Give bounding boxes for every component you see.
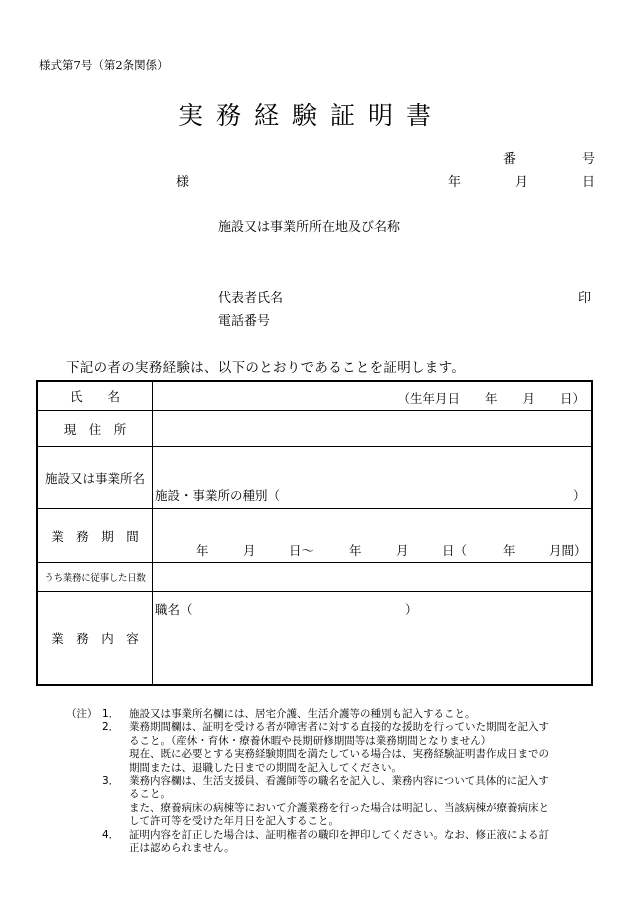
number-label-ban: 番 xyxy=(503,152,517,167)
phone-number-label: 電話番号 xyxy=(218,314,271,329)
addressee-suffix: 様 xyxy=(176,175,190,190)
table-row xyxy=(37,381,592,411)
period-start-month: 月 xyxy=(243,543,256,558)
birth-date-text: （生年月日 年 月 日） xyxy=(397,391,585,406)
notes-heading: （注） xyxy=(66,708,98,720)
certification-intro: 下記の者の実務経験は、以下のとおりであることを証明します。 xyxy=(66,360,466,376)
period-end-day: 日（ xyxy=(442,543,468,558)
certificate-table xyxy=(36,380,593,686)
period-end-year: 年 xyxy=(349,543,362,558)
note-item xyxy=(66,721,586,775)
note-number: 2． xyxy=(102,721,120,734)
facility-type-label: 施設・事業所の種別（ xyxy=(155,488,281,503)
period-start-year: 年 xyxy=(196,543,209,558)
document-title: 実務経験証明書 xyxy=(178,101,445,130)
facility-type-close: ） xyxy=(573,488,586,503)
days-value-cell[interactable] xyxy=(153,563,593,592)
note-item xyxy=(66,829,586,856)
days-worked-label: うち業務に従事した日数 xyxy=(44,573,146,584)
note-line: して許可等を受けた年月日を記入すること。 xyxy=(129,815,339,828)
note-line: 業務期間欄は、証明を受ける者が障害者に対する直接的な援助を行っていた期間を記入す xyxy=(129,721,549,734)
period-start-day: 日〜 xyxy=(289,543,315,558)
note-line: 正は認められません。 xyxy=(129,842,235,855)
address-value-cell[interactable] xyxy=(153,411,593,447)
note-number: 3． xyxy=(102,775,120,788)
address-label-cell xyxy=(37,411,153,447)
note-number: 4． xyxy=(102,828,120,841)
name-label-cell xyxy=(37,381,153,411)
note-number: 1． xyxy=(102,708,120,720)
note-line: 施設又は事業所名欄には、居宅介護、生活介護等の種別も記入すること。 xyxy=(129,708,476,720)
facility-label-cell xyxy=(37,447,153,509)
note-line: 証明内容を訂正した場合は、証明権者の職印を押印してください。なお、修正液による訂 xyxy=(129,828,549,841)
note-line: 業務内容欄は、生活支援員、看護師等の職名を記入し、業務内容について具体的に記入す xyxy=(129,775,549,788)
period-value-cell[interactable] xyxy=(153,509,593,563)
name-value-cell[interactable] xyxy=(153,381,593,411)
table-row xyxy=(37,592,592,686)
note-line: また、療養病床の病棟等において介護業務を行った場合は明記し、当該病棟が療養病床と xyxy=(129,801,549,814)
period-label: 業 務 期 間 xyxy=(51,528,139,544)
period-total-year: 年 xyxy=(503,543,516,558)
note-item xyxy=(66,708,586,721)
table-row xyxy=(37,563,592,592)
seal-label: 印 xyxy=(578,291,592,306)
date-day: 日 xyxy=(582,175,596,190)
issuer-facility-label: 施設又は事業所所在地及び名称 xyxy=(218,220,401,235)
period-end-month: 月 xyxy=(396,543,409,558)
notes-section xyxy=(66,708,586,855)
days-label-cell xyxy=(37,563,153,592)
period-total-months: 月間） xyxy=(549,543,587,558)
job-title-close: ） xyxy=(405,602,418,617)
duties-label: 業 務 内 容 xyxy=(51,631,139,646)
date-year: 年 xyxy=(448,175,462,190)
table-row xyxy=(37,411,592,447)
form-number: 様式第7号（第2条関係） xyxy=(39,58,169,72)
table-row xyxy=(37,509,592,563)
facility-value-cell[interactable] xyxy=(153,447,593,509)
name-label: 氏 名 xyxy=(69,389,120,404)
job-title-label: 職名（ xyxy=(155,602,193,617)
period-label-cell xyxy=(37,509,153,563)
note-line: 期間または、退職した日までの期間を記入してください。 xyxy=(129,761,402,774)
date-month: 月 xyxy=(515,175,529,190)
number-label-go: 号 xyxy=(582,152,596,167)
table-row xyxy=(37,447,592,509)
note-line: ること。（産休・育休・療養休暇や長期研修期間等は業務期間となりません） xyxy=(129,734,492,747)
duties-value-cell[interactable] xyxy=(153,592,593,686)
note-line: 現在、既に必要とする実務経験期間を満たしている場合は、実務経験証明書作成日までの xyxy=(129,748,549,761)
duties-label-cell xyxy=(37,592,153,686)
facility-name-label: 施設又は事業所名 xyxy=(44,470,145,486)
note-line: ること。 xyxy=(129,788,171,801)
note-item xyxy=(66,775,586,829)
representative-name-label: 代表者氏名 xyxy=(218,291,284,306)
address-label: 現 住 所 xyxy=(63,421,127,437)
